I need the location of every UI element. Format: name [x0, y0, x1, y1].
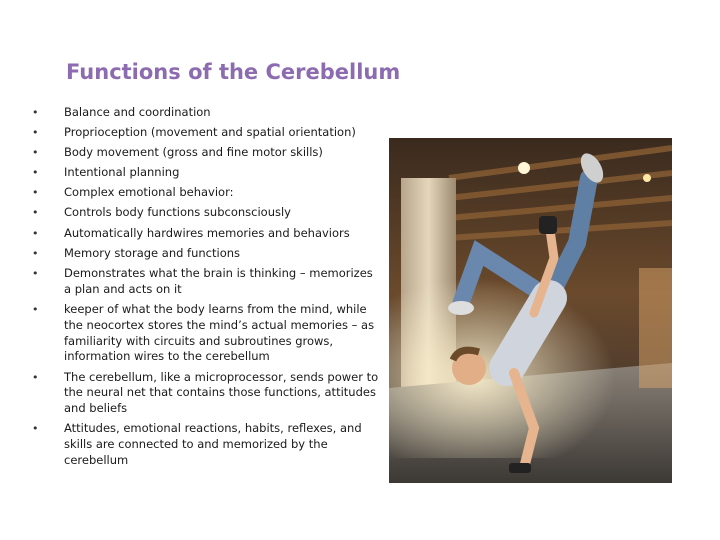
bullet-glyph: • [32, 302, 39, 316]
list-item [30, 266, 382, 298]
list-item [30, 125, 382, 141]
list-item [30, 421, 382, 469]
list-item [30, 165, 382, 181]
bullet-glyph: • [32, 126, 39, 140]
bullet-glyph: • [32, 146, 39, 160]
slide-title: Functions of the Cerebellum [66, 60, 401, 84]
bullet-text: Controls body functions subconsciously [64, 205, 291, 220]
bullet-glyph: • [32, 106, 39, 119]
bullet-text: Attitudes, emotional reactions, habits, reflexes, and skills are connected to and memorized by the cerebellum [64, 421, 362, 468]
bullet-glyph: • [32, 186, 39, 200]
bullet-text: Proprioception (movement and spatial orientation) [64, 125, 356, 140]
breakdancer-illustration [389, 138, 672, 483]
bullet-text: Memory storage and functions [64, 245, 241, 260]
list-item [30, 185, 382, 201]
bullet-glyph: • [32, 206, 39, 220]
bullet-glyph: • [32, 246, 39, 260]
bullet-text: keeper of what the body learns from the mind, while the neocortex stores the mind’s actual memories – as familiarity with circuits and subroutines grows, information wires to the cerebellum [64, 301, 375, 364]
bullet-glyph: • [32, 266, 39, 280]
bullet-text: Body movement (gross and fine motor skills) [64, 145, 323, 160]
breakdancer-photo [389, 138, 672, 483]
list-item [30, 105, 382, 121]
bullet-glyph: • [32, 370, 39, 384]
list-item [30, 145, 382, 161]
bullet-list [30, 105, 382, 473]
list-item [30, 205, 382, 221]
bullet-text: Intentional planning [64, 165, 180, 180]
list-item [30, 226, 382, 242]
list-item [30, 370, 382, 418]
bullet-text: Complex emotional behavior: [64, 185, 234, 200]
list-item [30, 246, 382, 262]
bullet-text: Automatically hardwires memories and behaviors [64, 225, 350, 240]
list-item [30, 302, 382, 366]
bullet-text: Demonstrates what the brain is thinking – memorizes a plan and acts on it [64, 265, 373, 296]
bullet-text: Balance and coordination [64, 105, 211, 119]
bullet-glyph: • [32, 226, 39, 240]
bullet-glyph: • [32, 166, 39, 180]
bullet-glyph: • [32, 422, 39, 436]
bullet-text: The cerebellum, like a microprocessor, sends power to the neural net that contains those functions, attitudes and beliefs [64, 369, 379, 416]
